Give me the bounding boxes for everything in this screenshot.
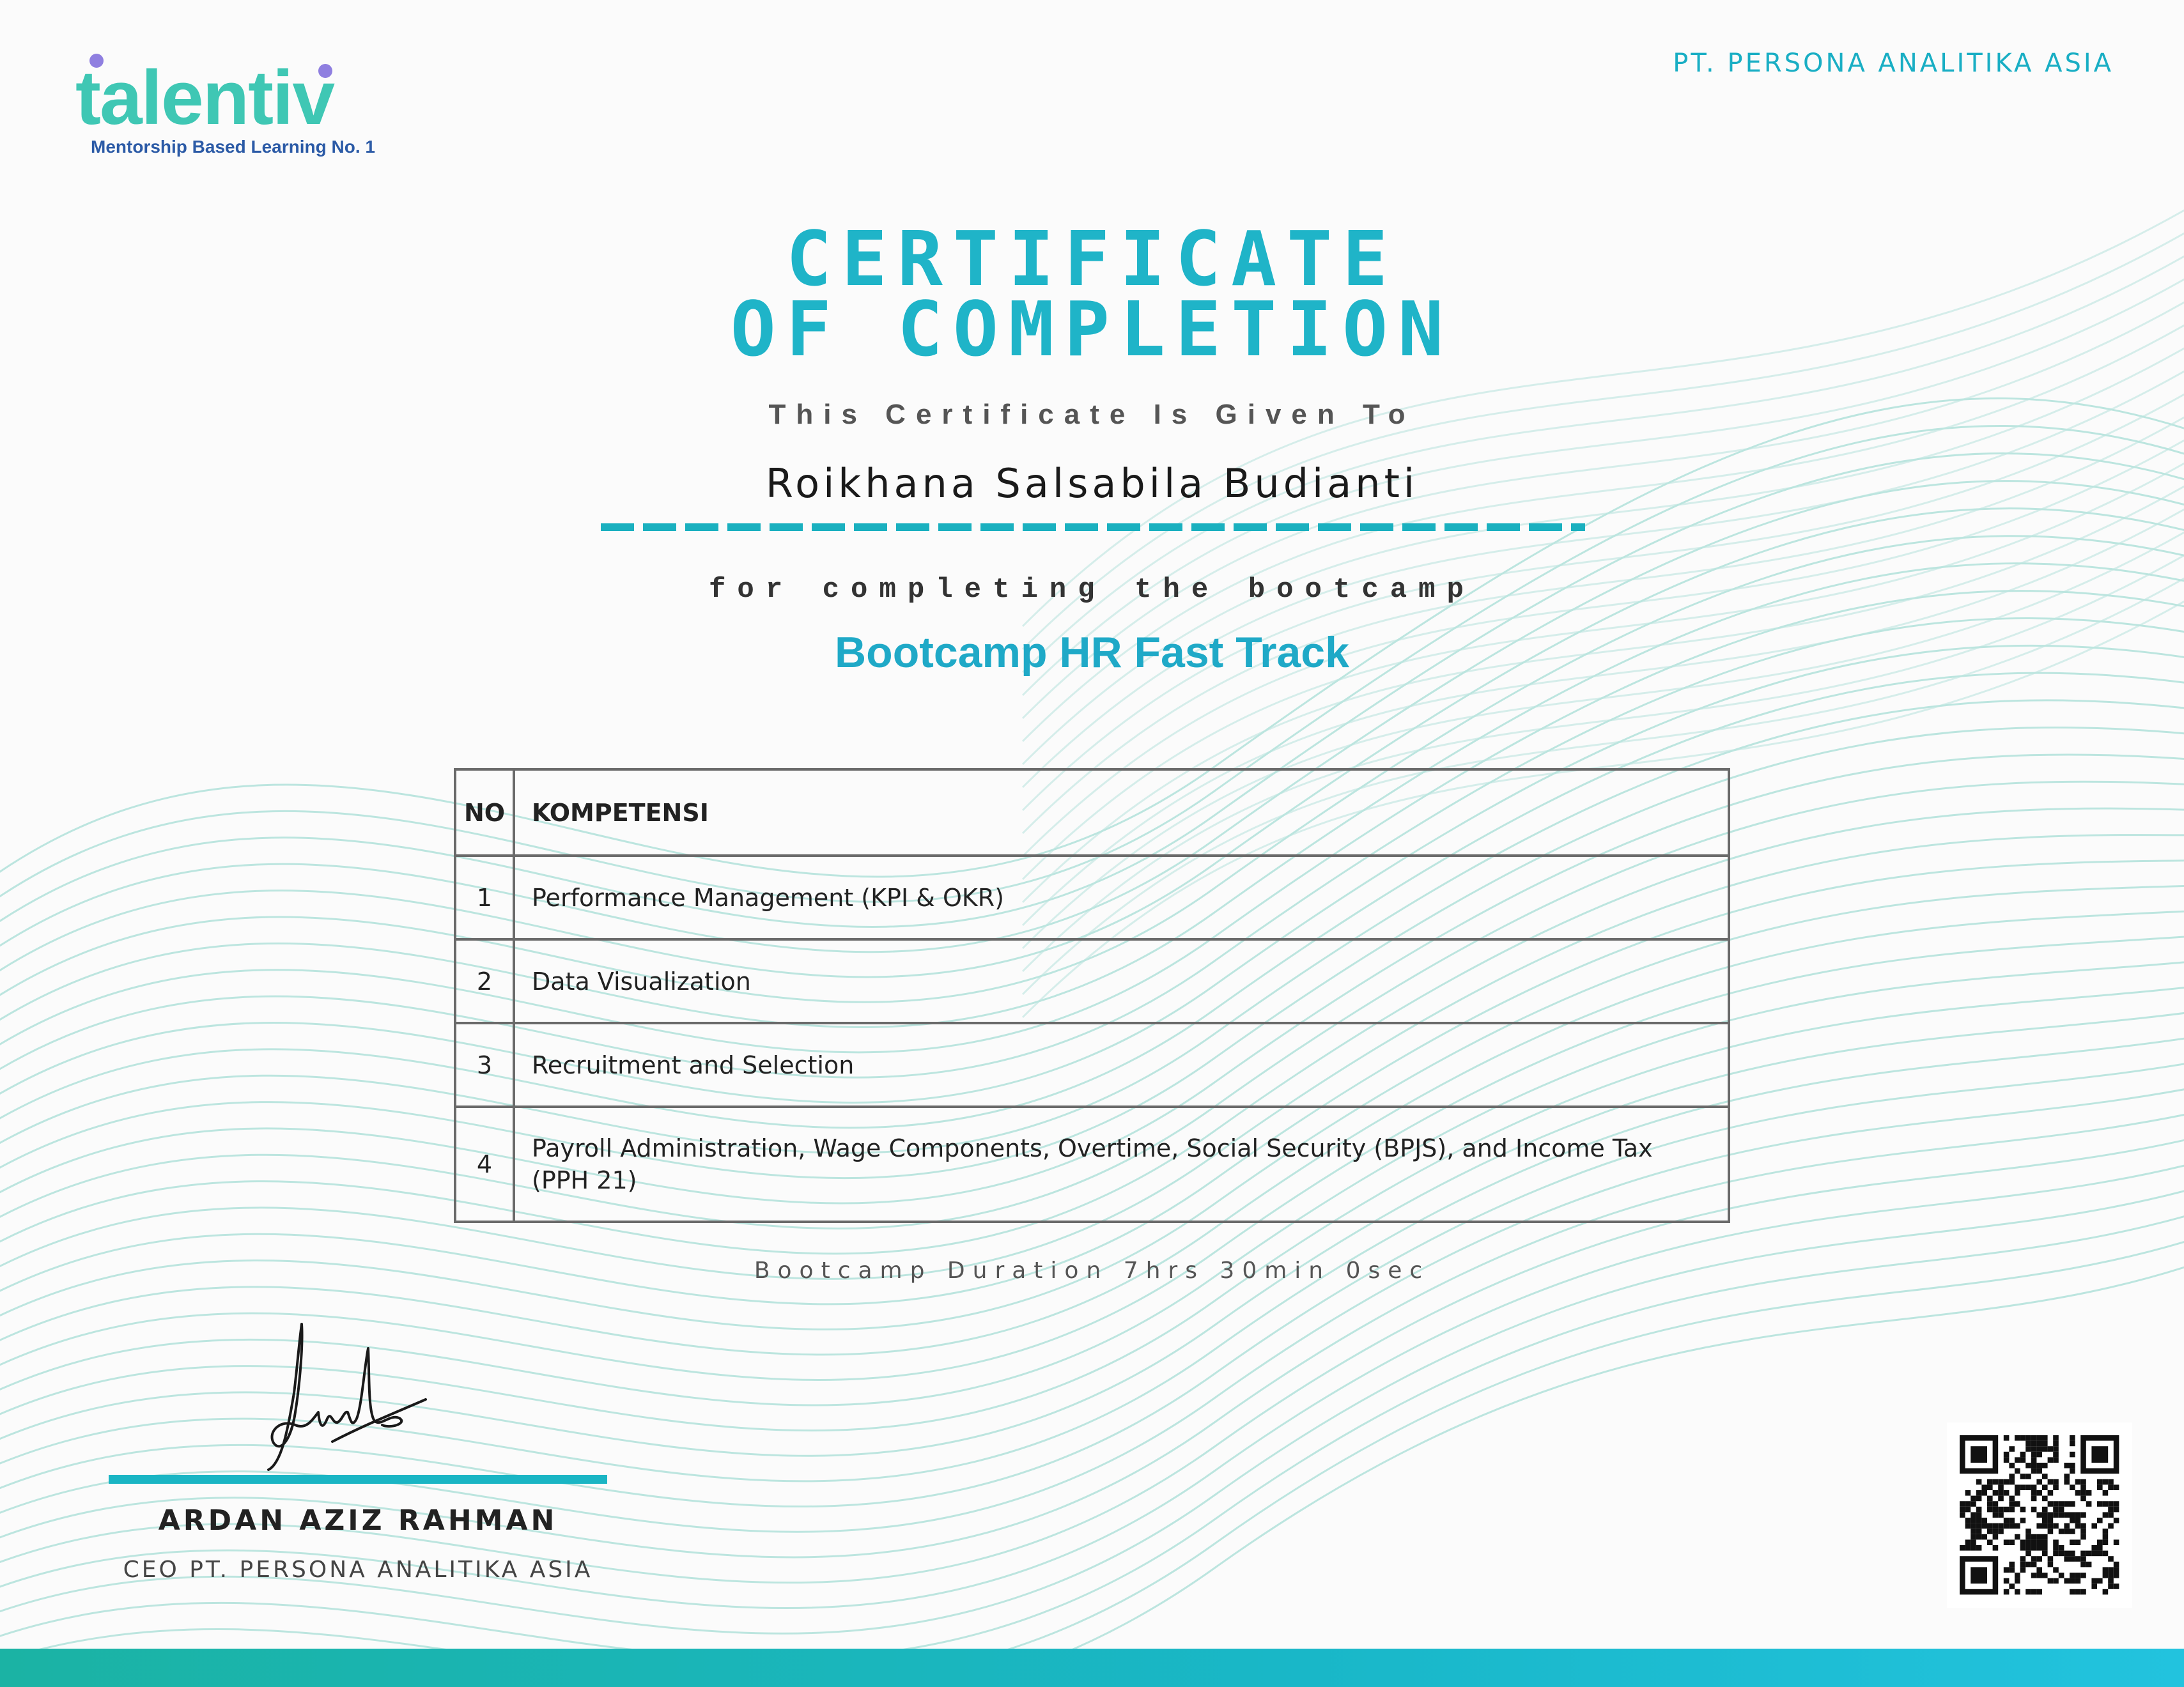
recipient-name: Roikhana Salsabila Budianti xyxy=(765,460,1419,507)
bottom-accent-bar xyxy=(0,1649,2184,1687)
row-competency: Data Visualization xyxy=(514,939,1729,1023)
signatory-name: ARDAN AZIZ RAHMAN xyxy=(158,1504,558,1537)
table-header-row xyxy=(455,769,1729,856)
logo-wordmark: talentiv xyxy=(75,55,334,141)
table-row xyxy=(455,1107,1729,1222)
bootcamp-duration: Bootcamp Duration 7hrs 30min 0sec xyxy=(754,1258,1430,1284)
logo-tagline: Mentorship Based Learning No. 1 xyxy=(91,137,375,157)
header-no: NO xyxy=(455,769,514,856)
row-competency: Recruitment and Selection xyxy=(514,1023,1729,1107)
given-to-label: This Certificate Is Given To xyxy=(768,399,1416,430)
row-number: 4 xyxy=(455,1107,514,1222)
competency-table xyxy=(454,768,1730,1223)
row-number: 2 xyxy=(455,939,514,1023)
recipient-underline xyxy=(601,523,1585,532)
certificate-title-line2: OF COMPLETION xyxy=(730,285,1454,373)
signatory-title: CEO PT. PERSONA ANALITIKA ASIA xyxy=(123,1557,593,1583)
table-row xyxy=(455,1023,1729,1107)
row-competency: Payroll Administration, Wage Components, Overtime, Social Security (BPJS), and Income Tax (PPH 21) xyxy=(514,1107,1729,1222)
row-number: 1 xyxy=(455,856,514,939)
row-competency: Performance Management (KPI & OKR) xyxy=(514,856,1729,939)
signature-line xyxy=(109,1475,607,1484)
table-row xyxy=(455,939,1729,1023)
header-competency: KOMPETENSI xyxy=(514,769,1729,856)
table-row xyxy=(455,856,1729,939)
certificate-title-line1: CERTIFICATE xyxy=(786,215,1398,303)
signature-image xyxy=(256,1316,473,1476)
completing-label: for completing the bootcamp xyxy=(709,574,1475,606)
qr-code-icon xyxy=(1947,1422,2132,1608)
company-name-header: PT. PERSONA ANALITIKA ASIA xyxy=(1673,49,2114,78)
talentiv-logo xyxy=(75,50,395,165)
bootcamp-name: Bootcamp HR Fast Track xyxy=(835,628,1349,677)
row-number: 3 xyxy=(455,1023,514,1107)
